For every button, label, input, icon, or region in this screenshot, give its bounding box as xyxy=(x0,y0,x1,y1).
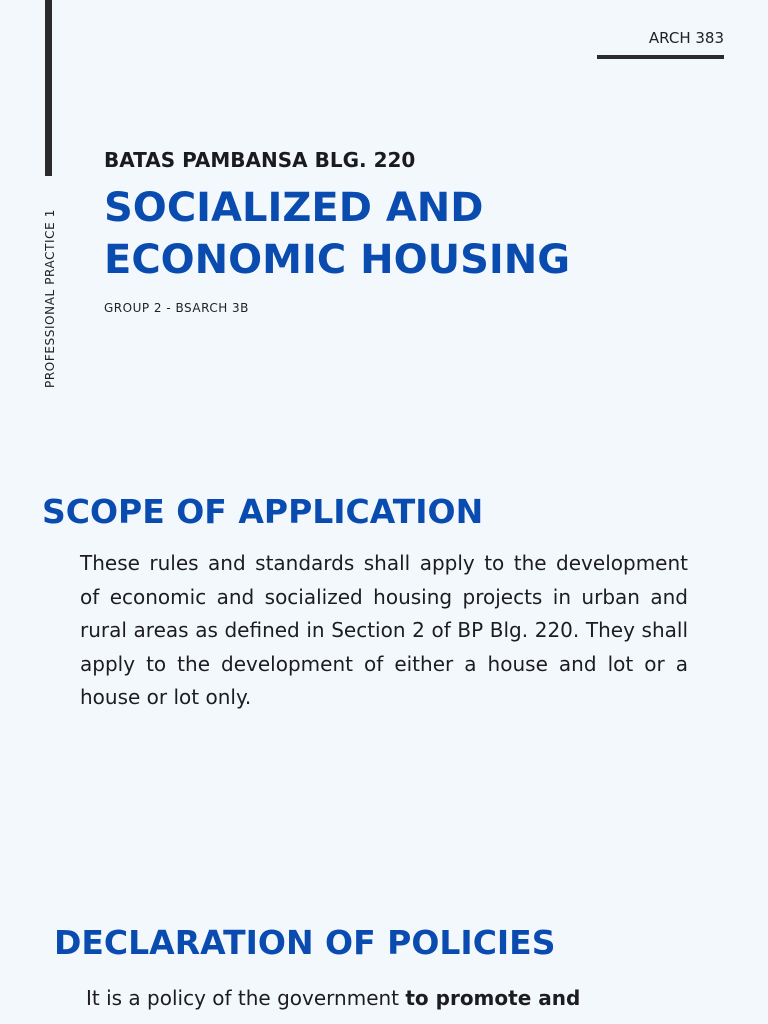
document-title xyxy=(104,182,724,286)
course-code: ARCH 383 xyxy=(648,29,724,47)
title-line-2: ECONOMIC HOUSING xyxy=(104,237,571,283)
policies-body-bold: to promote and xyxy=(405,986,581,1010)
document-subtitle: BATAS PAMBANSA BLG. 220 xyxy=(104,148,416,172)
scope-heading: SCOPE OF APPLICATION xyxy=(42,492,484,531)
policies-heading: DECLARATION OF POLICIES xyxy=(54,923,556,962)
course-code-underline xyxy=(597,55,724,59)
vertical-accent-bar xyxy=(45,0,52,176)
group-label: GROUP 2 - BSARCH 3B xyxy=(104,301,249,315)
scope-body: These rules and standards shall apply to the development of economic and socialized housing projects in urban and rural areas as defined in Section 2 of BP Blg. 220. They shall apply to the development of either a house and lot or a house or lot only. xyxy=(80,551,688,709)
policies-body-text: It is a policy of the government xyxy=(86,986,406,1010)
side-course-label: PROFESSIONAL PRACTICE 1 xyxy=(43,209,57,388)
title-line-1: SOCIALIZED AND xyxy=(104,185,484,231)
policies-body xyxy=(86,982,686,1016)
